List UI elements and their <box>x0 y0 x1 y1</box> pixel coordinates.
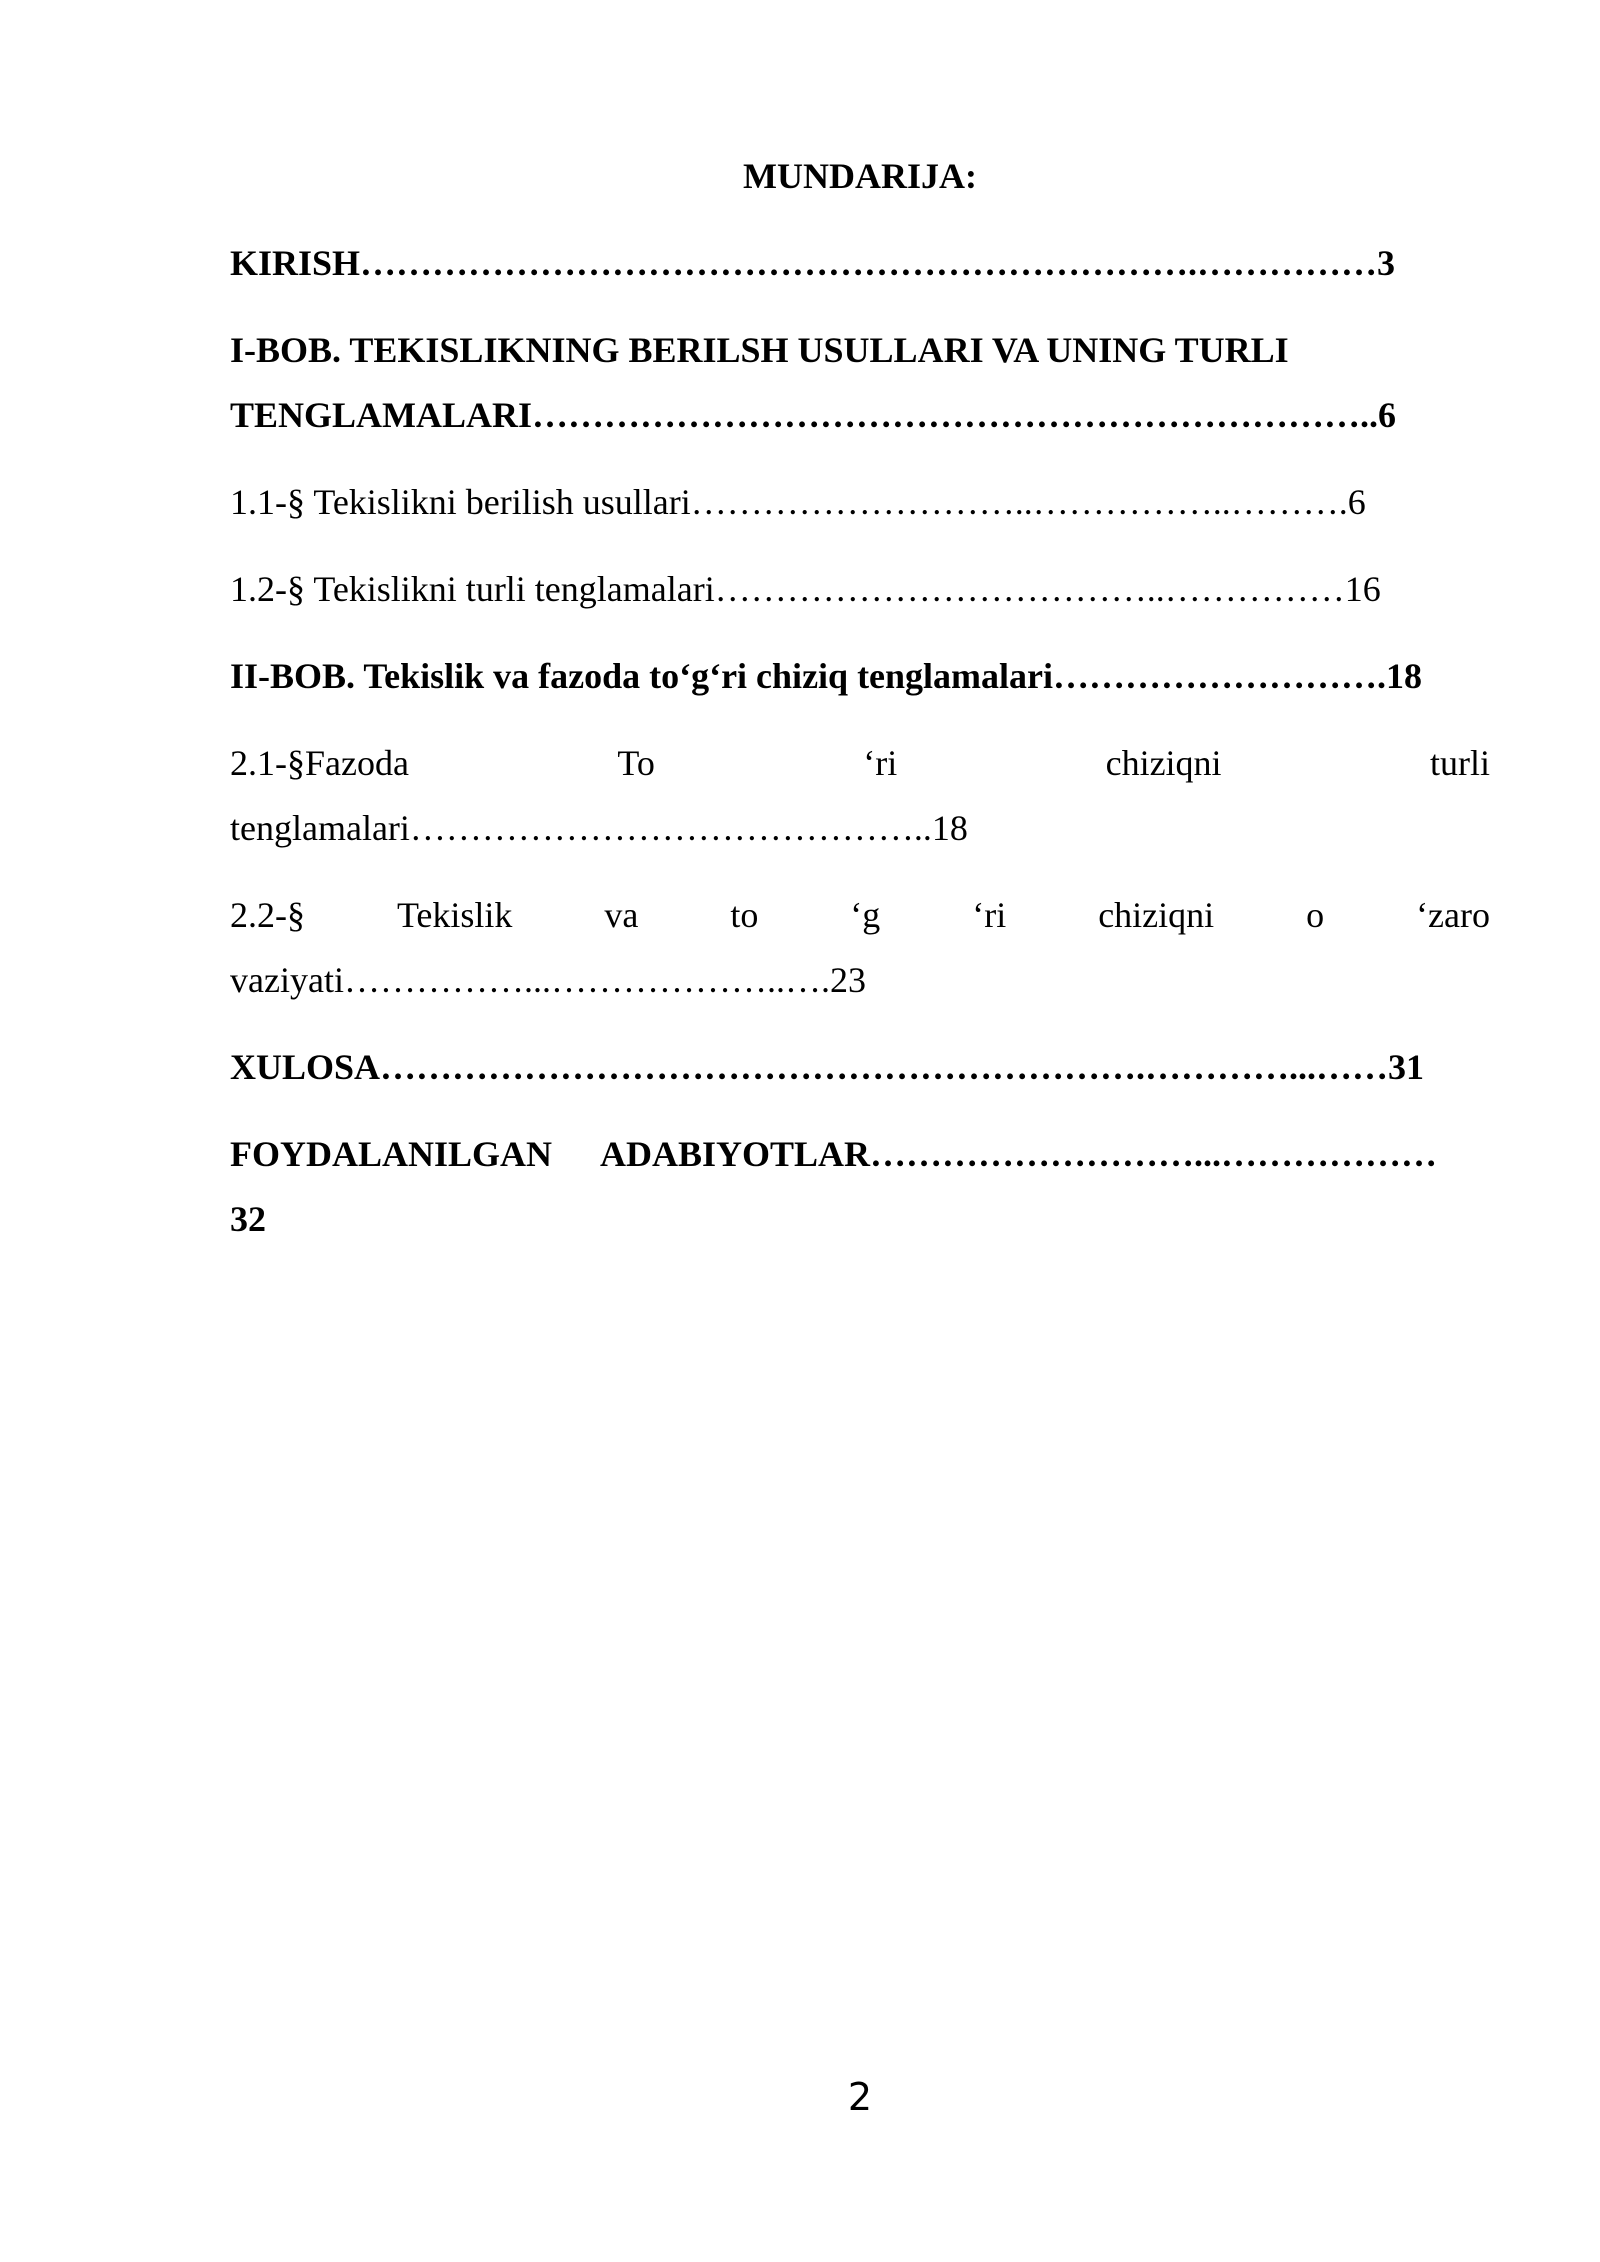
word: o <box>1306 895 1325 935</box>
word: ADABIYOTLAR………………………...……………… <box>600 1134 1438 1174</box>
toc-entry-section-2-2-line2: vaziyati……………...………………..….23 <box>230 960 866 1000</box>
word: 2.2-§ <box>230 895 305 935</box>
word: to <box>730 895 759 935</box>
page-title: MUNDARIJA: <box>743 156 977 196</box>
word: chiziqni <box>1098 895 1215 935</box>
toc-entry-section-2-1-line1 <box>230 743 1490 783</box>
word: To <box>617 743 655 783</box>
toc-entry-bob2: II-BOB. Tekislik va fazoda to‘g‘ri chiziq tenglamalari……………………….18 <box>230 656 1423 696</box>
page-number: 2 <box>847 2075 873 2119</box>
word: 2.1-§Fazoda <box>230 743 409 783</box>
word: ‘ri <box>972 895 1007 935</box>
toc-entry-bob1-line2: TENGLAMALARI……………………………………………………………..6 <box>230 395 1397 435</box>
word: ‘zaro <box>1416 895 1490 935</box>
word: turli <box>1429 743 1490 783</box>
toc-entry-foydalanilgan-line1 <box>230 1134 1490 1174</box>
toc-entry-kirish: KIRISH…………………………………………………………….……………3 <box>230 243 1396 283</box>
word: Tekislik <box>396 895 513 935</box>
word: ‘ri <box>863 743 898 783</box>
toc-entry-section-1-2: 1.2-§ Tekislikni turli tenglamalari………………………………..……………16 <box>230 569 1381 609</box>
word: FOYDALANILGAN <box>230 1134 553 1174</box>
toc-entry-section-2-1-line2: tenglamalari……………………………………..18 <box>230 808 968 848</box>
word: chiziqni <box>1105 743 1222 783</box>
toc-entry-bob1-line1: I-BOB. TEKISLIKNING BERILSH USULLARI VA UNING TURLI <box>230 330 1289 370</box>
toc-entry-section-1-1: 1.1-§ Tekislikni berilish usullari………………………..……………..……….6 <box>230 482 1366 522</box>
toc-entry-foydalanilgan-page: 32 <box>230 1199 266 1239</box>
toc-entry-section-2-2-line1 <box>230 895 1490 935</box>
word: va <box>604 895 639 935</box>
word: ‘g <box>850 895 881 935</box>
toc-entry-xulosa: XULOSA……………………………………………………….…………...……31 <box>230 1047 1425 1087</box>
